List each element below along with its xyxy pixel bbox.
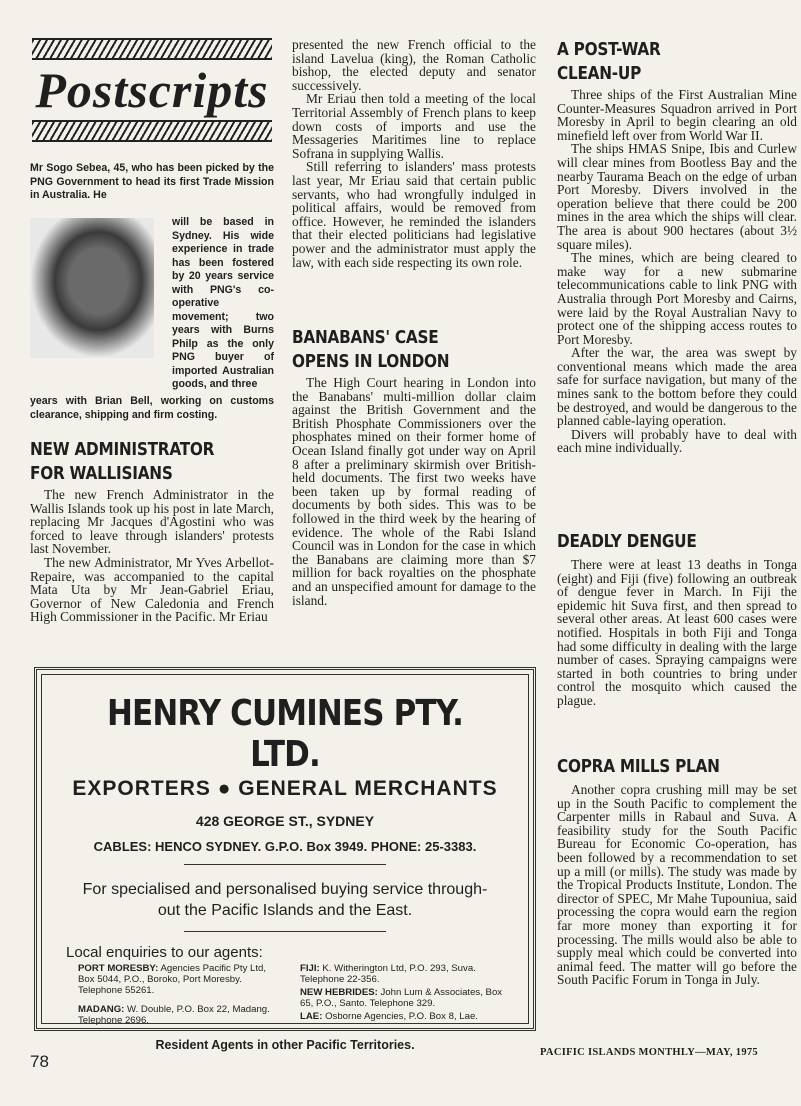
ad-divider-2 <box>184 931 386 932</box>
cleanup-para-2: The ships HMAS Snipe, Ibis and Curlew will clear mines from Bootless Bay and the nearby Taurama Beach on the edge of urban Port Moresby. Divers involved in the operation believe that there could be 200 mines in the area which the ships will clear. The area is about 900 hectares (about 3½ square miles). <box>557 141 797 252</box>
postscripts-header <box>30 38 274 142</box>
ad-divider-1 <box>184 864 386 865</box>
wallis-cont-para-1: presented the new French official to the island Lavelua (king), the Roman Catholic bishop, the elected deputy and senator successively. <box>292 37 536 93</box>
banabans-heading-2: OPENS IN LONDON <box>292 351 450 372</box>
wallis-para-2: The new Administrator, Mr Yves Arbellot-Repaire, was accompanied to the capital Mata Uta by Mr Jean-Gabriel Eriau, Governor of New Caledonia and French High Commissioner in the Pacific. Mr Eriau <box>30 554 274 625</box>
cleanup-para-1: Three ships of the First Australian Mine Counter-Measures Squadron arrived in Port Moresby in April to begin clearing an old minefield left over from World War II. <box>557 87 797 143</box>
advertisement-inner <box>41 674 529 1052</box>
ad-tagline: EXPORTERS ● GENERAL MERCHANTS <box>72 777 498 800</box>
cleanup-body <box>557 88 797 455</box>
wallis-heading-1: NEW ADMINISTRATOR <box>30 439 215 460</box>
article-copra <box>557 755 797 987</box>
page-number: 78 <box>30 1052 49 1071</box>
photo-caption-side <box>172 216 274 392</box>
agent-nh-label: NEW HEBRIDES: <box>300 987 378 998</box>
decorative-border-bottom <box>32 120 272 142</box>
ad-resident-agents: Resident Agents in other Pacific Territories. <box>155 1038 415 1052</box>
copra-body <box>557 783 797 987</box>
article-wallis-continued <box>292 38 536 269</box>
wallis-heading-2: FOR WALLISIANS <box>30 463 173 484</box>
ad-agents <box>42 963 528 1026</box>
ad-agents-left <box>78 963 282 1026</box>
caption-side-text: will be based in Sydney. His wide experience in trade has been fostered by 20 years service with PNG's co-operative movement; two years with Burns Philp as the only PNG buyer of imported Australian goods, and three <box>172 216 274 390</box>
ad-contacts: CABLES: HENCO SYDNEY. G.P.O. Box 3949. PHONE: 25-3383. <box>93 839 477 854</box>
wallis-cont-para-2: Mr Eriau then told a meeting of the local Territorial Assembly of French plans to keep down costs of imports and use the Messageries Maritimes line to replace Sofrana in supplying Wallis. <box>292 91 536 161</box>
caption-end-text: years with Brian Bell, working on customs clearance, shipping and firm costing. <box>30 395 274 421</box>
article-wallis <box>30 438 274 624</box>
wallis-para-1: The new French Administrator in the Wallis Islands took up his post in late March, replacing Mr Jacques d'Agostini who was forced to leave through islanders' protests last November. <box>30 487 274 557</box>
agent-lae-text: Osborne Agencies, P.O. Box 8, Lae. <box>325 1011 478 1022</box>
wallis-cont-body <box>292 38 536 269</box>
agent-madang <box>78 1004 282 1026</box>
agent-lae-label: LAE: <box>300 1011 323 1022</box>
cleanup-para-3: The mines, which are being cleared to make way for a new submarine telecommunications cable to link PNG with Australia through Port Moresby and Cairns, were laid by the Royal Australian Navy to protect one of the shipping access routes to Port Moresby. <box>557 250 797 347</box>
agent-madang-label: MADANG: <box>78 1004 125 1015</box>
article-banabans <box>292 326 536 607</box>
agent-fiji-text: K. Witherington Ltd, P.O. 293, Suva. Telephone 22-356. <box>300 963 476 985</box>
agent-new-hebrides <box>300 987 504 1009</box>
ad-address: 428 GEORGE ST., SYDNEY <box>195 813 375 829</box>
banabans-body <box>292 376 536 607</box>
dengue-heading: DEADLY DENGUE <box>557 531 697 552</box>
banabans-para-1: The High Court hearing in London into the Banabans' multi-million dollar claim against the British Government and the British Phosphate Commissioners over the phosphates mined on their former home of Ocean Island finally got under way on April 8 after a preliminary skirmish over British-held documents. The first two weeks have been taken up by formal reading of documents by both sides. This was to be followed in the third week by the hearing of evidence. The whole of the Rabi Island Council was in London for the case in which the Banabans are claiming more than $7 million for back royalties on the phosphate and an unspecified amount for damage to the island. <box>292 375 536 608</box>
photo-caption-end <box>30 395 274 422</box>
caption-wrap-text: Mr Sogo Sebea, 45, who has been picked by the PNG Government to head its first Trade Mission in Australia. He <box>30 162 274 201</box>
cleanup-para-5: Divers will probably have to deal with each mine individually. <box>557 426 797 456</box>
agent-port-moresby-label: PORT MORESBY: <box>78 963 159 974</box>
cleanup-heading-1: A POST-WAR <box>557 39 661 60</box>
portrait-photo <box>30 218 154 358</box>
agent-lae <box>300 1011 504 1022</box>
wallis-cont-para-3: Still referring to islanders' mass protests last year, Mr Eriau said that certain public servants, who had wrongfully indulged in political affairs, would be removed from office. However, he reminded the islanders that their elected politicians had legislative power and the administrator must apply the law, with each side respecting its own role. <box>292 159 536 270</box>
ad-service-1: For specialised and personalised buying service through- <box>82 881 488 898</box>
copra-heading: COPRA MILLS PLAN <box>557 756 720 777</box>
ad-agents-heading: Local enquiries to our agents: <box>66 944 263 961</box>
agent-fiji <box>300 963 504 985</box>
postscripts-title: Postscripts <box>35 62 269 118</box>
agent-port-moresby-text: Agencies Pacific Pty Ltd, Box 5044, P.O., Boroko, Port Moresby. Telephone 55261. <box>78 963 267 996</box>
article-dengue <box>557 530 797 708</box>
article-cleanup <box>557 38 797 455</box>
ad-agents-right <box>300 963 504 1026</box>
dengue-para-1: There were at least 13 deaths in Tonga (eight) and Fiji (five) following an outbreak of dengue fever in March. In Fiji the epidemic hit Suva first, and then spread to several other areas. At least 600 cases were notified. Hospitals in both Fiji and Tonga had some difficulty in dealing with the large number of cases. Spraying campaigns were started in both countries to bring under control the mosquito which caused the plague. <box>557 557 797 708</box>
publication-footer: PACIFIC ISLANDS MONTHLY—MAY, 1975 <box>540 1047 758 1058</box>
agent-fiji-label: FIJI: <box>300 963 320 974</box>
banabans-heading-1: BANABANS' CASE <box>292 327 439 348</box>
photo-caption <box>30 162 274 203</box>
cleanup-para-4: After the war, the area was swept by conventional means which made the area safe for surface navigation, but many of the mines sank to the bottom before they could be destroyed, and would be dangerous to the planned cable-laying operation. <box>557 345 797 429</box>
ad-service-2: out the Pacific Islands and the East. <box>157 902 413 919</box>
advertisement-box <box>34 667 536 1052</box>
wallis-body <box>30 488 274 624</box>
agent-madang-text: W. Double, P.O. Box 22, Madang. Telephone 2696. <box>78 1004 270 1026</box>
cleanup-heading-2: CLEAN-UP <box>557 63 642 84</box>
decorative-border-top <box>32 38 272 60</box>
ad-company-name: HENRY CUMINES PTY. LTD. <box>106 693 464 775</box>
agent-nh-text: John Lum & Associates, Box 65, P.O., Santo. Telephone 329. <box>300 987 503 1009</box>
dengue-body <box>557 558 797 708</box>
agent-port-moresby <box>78 963 282 996</box>
copra-para-1: Another copra crushing mill may be set up in the South Pacific to complement the Carpenter mills in Rabaul and Suva. A feasibility study for the South Pacific Bureau for Economic Co-operation, has been followed by a recommendation to set up a mill (or mills). The study was made by the Tropical Products Institute, London. The director of SPEC, Mr Mahe Tupouniua, said processing the copra would earn the region far more money than exporting it for processing. The mills would also be able to supply meal which could be converted into animal feed. The matter will go before the South Pacific Forum in Tonga in July. <box>557 782 797 988</box>
